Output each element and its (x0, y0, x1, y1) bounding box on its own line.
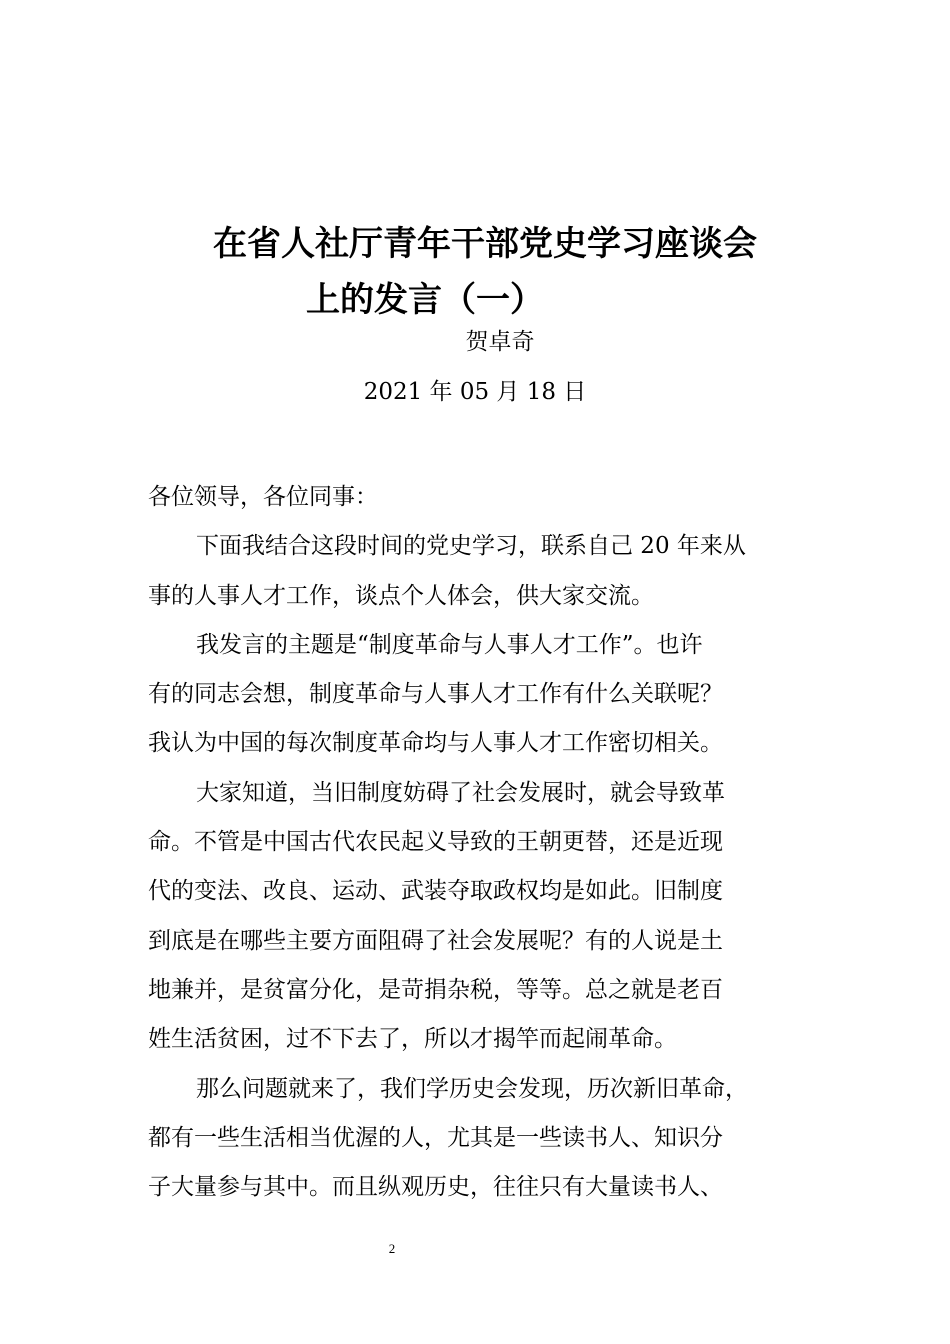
body-line: 那么问题就来了，我们学历史会发现，历次新旧革命， (196, 1075, 748, 1102)
body-line: 有的同志会想，制度革命与人事人才工作有什么关联呢？ (148, 681, 723, 708)
title-line-1: 在省人社厅青年干部党史学习座谈会 (213, 224, 757, 264)
document-body (148, 473, 798, 1212)
body-line: 姓生活贫困，过不下去了，所以才揭竿而起闹革命。 (148, 1026, 677, 1053)
body-line: 事的人事人才工作，谈点个人体会，供大家交流。 (148, 582, 654, 609)
body-line: 都有一些生活相当优渥的人，尤其是一些读书人、知识分 (148, 1124, 723, 1151)
body-line: 下面我结合这段时间的党史学习，联系自己 20 年来从 (196, 533, 746, 560)
body-line: 到底是在哪些主要方面阻碍了社会发展呢？有的人说是土 (148, 927, 723, 954)
title-line-2: 上的发言（一） (306, 280, 544, 320)
body-line: 地兼并，是贫富分化，是苛捐杂税，等等。总之就是老百 (148, 976, 723, 1003)
document-title (150, 216, 800, 328)
body-line: 代的变法、改良、运动、武装夺取政权均是如此。旧制度 (148, 878, 723, 905)
body-line: 我发言的主题是“制度革命与人事人才工作”。也许 (196, 631, 703, 658)
body-line: 命。不管是中国古代农民起义导致的王朝更替，还是近现 (148, 829, 723, 856)
speech-date: 2021 年 05 月 18 日 (363, 379, 587, 405)
body-line: 子大量参与其中。而且纵观历史，往往只有大量读书人、 (148, 1174, 723, 1201)
body-line: 我认为中国的每次制度革命均与人事人才工作密切相关。 (148, 730, 723, 757)
author-name: 贺卓奇 (465, 329, 535, 355)
page-number: 2 (388, 1241, 396, 1256)
salutation: 各位领导，各位同事： (148, 484, 378, 510)
body-line: 大家知道，当旧制度妨碍了社会发展时，就会导致革 (196, 779, 725, 806)
